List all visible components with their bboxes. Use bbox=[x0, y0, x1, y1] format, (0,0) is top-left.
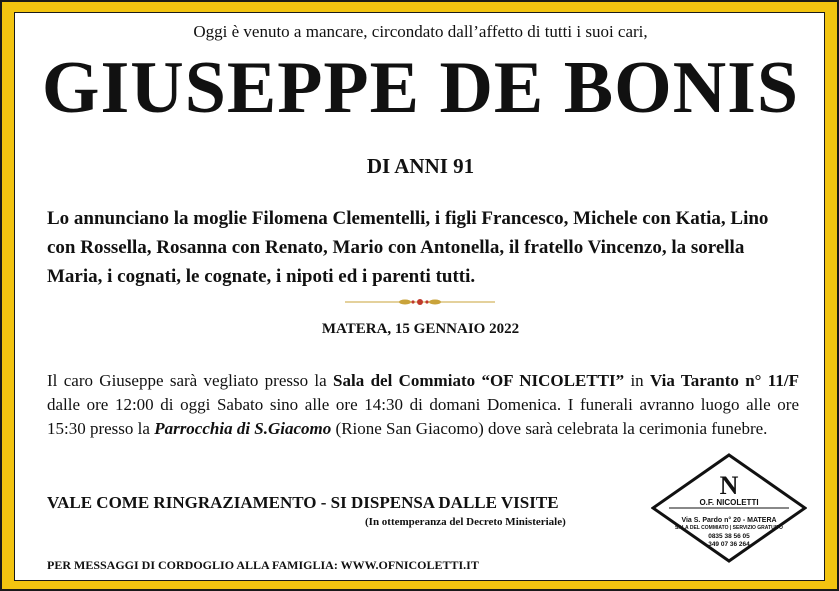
details-text-2: in bbox=[624, 371, 651, 390]
condolence-messages-line: PER MESSAGGI DI CORDOGLIO ALLA FAMIGLIA: WWW.OFNICOLETTI.IT bbox=[47, 558, 479, 572]
ornament-divider bbox=[345, 298, 495, 306]
age-line: DI ANNI 91 bbox=[366, 154, 475, 178]
intro-text: Oggi è venuto a mancare, circondato dall’affetto di tutti i suoi cari, bbox=[193, 22, 648, 41]
decree-note: (In ottemperanza del Decreto Ministeriale) bbox=[365, 516, 566, 528]
notice-card bbox=[14, 12, 825, 581]
details-text-1: Il caro Giuseppe sarà vegliato presso la bbox=[47, 371, 334, 390]
logo-address: Via S. Pardo n° 20 - MATERA bbox=[681, 517, 777, 524]
deceased-name: GIUSEPPE DE BONIS bbox=[41, 47, 800, 129]
announcement-text: Lo annunciano la moglie Filomena Clementelli, i figli Francesco, Michele con Katia, Lino con Rossella, Rosanna con Renato, Mario con Antonella, il fratello Vincenzo, la sorella Maria, i cognati, le cognate, i nipoti ed i parenti tutti. bbox=[47, 208, 769, 287]
logo-phone-1: 0835 38 56 05 bbox=[708, 533, 750, 540]
thanks-line: VALE COME RINGRAZIAMENTO - SI DISPENSA DALLE VISITE bbox=[47, 493, 559, 512]
logo-monogram: N bbox=[719, 471, 739, 500]
venue-address: Via Taranto n° 11/F bbox=[650, 371, 799, 390]
funeral-home-logo bbox=[651, 453, 807, 563]
place-date: MATERA, 15 GENNAIO 2022 bbox=[321, 321, 520, 337]
wake-funeral-details bbox=[47, 369, 799, 441]
church-name: Parrocchia di S.Giacomo bbox=[154, 419, 332, 438]
logo-phone-2: 349 07 36 264 bbox=[708, 541, 750, 548]
details-text-3: dalle ore 12:00 di oggi Sabato sino alle ore 14:30 di domani Domenica. I funerali avranno luogo alle ore 15:30 presso la bbox=[47, 395, 799, 438]
logo-brand: O.F. NICOLETTI bbox=[699, 498, 759, 507]
details-text-4: (Rione San Giacomo) dove sarà celebrata la cerimonia funebre. bbox=[331, 419, 768, 438]
venue-name: Sala del Commiato “OF NICOLETTI” bbox=[333, 371, 625, 390]
logo-services: SALA DEL COMMIATO | SERVIZIO GRATUITO bbox=[675, 525, 783, 531]
